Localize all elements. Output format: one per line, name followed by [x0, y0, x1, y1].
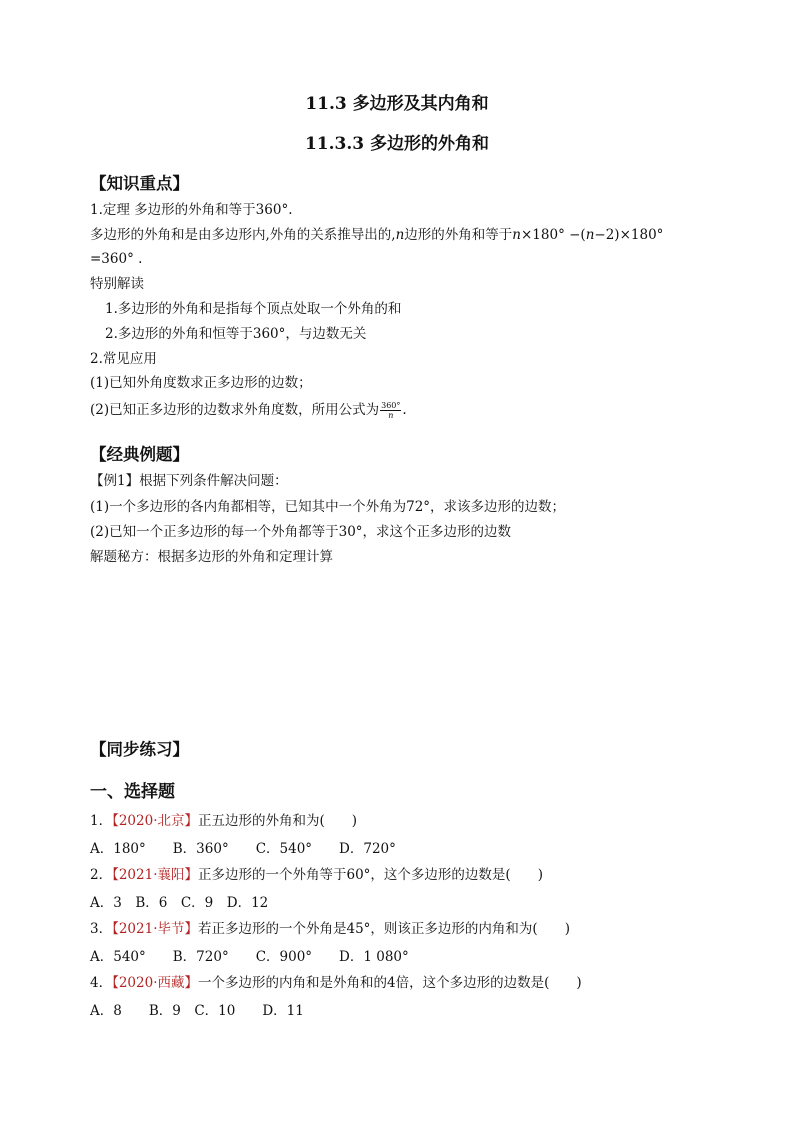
- question-text: 正五边形的外角和为( ): [198, 813, 358, 829]
- question-1-options: A．180° B．360° C．540° D．720°: [90, 841, 396, 857]
- question-2: [90, 866, 543, 884]
- knowledge-line-2: [90, 226, 663, 244]
- fraction-denominator: n: [388, 411, 394, 420]
- variable-n: n: [585, 227, 595, 243]
- question-number: 4．: [90, 975, 113, 991]
- text-segment: 边形的外角和等于: [404, 227, 513, 243]
- variable-n: n: [395, 227, 405, 243]
- variable-n: n: [512, 227, 521, 243]
- question-4-options: A．8 B．9 C．10 D．11: [90, 1003, 304, 1019]
- question-text: 若正多边形的一个外角是45°，则该正多边形的内角和为( ): [198, 921, 570, 937]
- knowledge-heading: 【知识重点】: [90, 174, 189, 193]
- example-line-2: (1)一个多边形的各内角都相等，已知其中一个外角为72°，求该多边形的边数；: [90, 499, 566, 515]
- text-segment: ×180° −(: [521, 227, 586, 243]
- example-line-1: 【例1】根据下列条件解决问题：: [90, 473, 288, 489]
- knowledge-line-9: [90, 401, 407, 420]
- knowledge-line-1: 1.定理 多边形的外角和等于360°.: [90, 202, 293, 218]
- knowledge-line-3: =360° .: [90, 251, 143, 267]
- knowledge-line-5: 1.多边形的外角和是指每个顶点处取一个外角的和: [105, 301, 402, 317]
- practice-heading: 【同步练习】: [90, 740, 189, 759]
- knowledge-line-6: 2.多边形的外角和恒等于360°，与边数无关: [105, 326, 367, 342]
- page-subtitle: 11.3.3 多边形的外角和: [304, 134, 490, 154]
- question-3: [90, 920, 570, 938]
- question-number: 3．: [90, 921, 113, 937]
- knowledge-line-8: (1)已知外角度数求正多边形的边数；: [90, 375, 312, 391]
- question-source: 【2021·毕节】: [112, 921, 198, 937]
- question-number: 2．: [90, 867, 113, 883]
- examples-heading: 【经典例题】: [90, 445, 189, 464]
- knowledge-line-4: 特别解读: [90, 276, 144, 292]
- question-3-options: A．540° B．720° C．900° D．1 080°: [90, 949, 409, 965]
- question-2-options: A．3 B．6 C．9 D．12: [90, 895, 269, 911]
- knowledge-line-7: 2.常见应用: [90, 351, 157, 367]
- text-segment: .: [402, 402, 407, 418]
- fraction-360-over-n: [380, 401, 401, 420]
- question-source: 【2020·北京】: [112, 813, 198, 829]
- text-segment: (2)已知正多边形的边数求外角度数，所用公式为: [90, 402, 380, 418]
- example-line-4: 解题秘方：根据多边形的外角和定理计算: [90, 549, 333, 565]
- question-source: 【2021·襄阳】: [112, 867, 198, 883]
- question-1: [90, 812, 357, 830]
- question-source: 【2020·西藏】: [112, 975, 198, 991]
- section-choice-questions: 一、选择题: [90, 782, 175, 802]
- example-line-3: (2)已知一个正多边形的每一个外角都等于30°，求这个正多边形的边数: [90, 524, 512, 540]
- question-number: 1．: [90, 813, 113, 829]
- text-segment: −2)×180°: [594, 227, 664, 243]
- fraction-numerator: 360°: [381, 401, 401, 410]
- question-text: 一个多边形的内角和是外角和的4倍，这个多边形的边数是( ): [198, 975, 582, 991]
- question-4: [90, 974, 582, 992]
- question-text: 正多边形的一个外角等于60°，这个多边形的边数是( ): [198, 867, 543, 883]
- page-title: 11.3 多边形及其内角和: [305, 94, 489, 114]
- text-segment: 多边形的外角和是由多边形内,外角的关系推导出的,: [90, 227, 396, 243]
